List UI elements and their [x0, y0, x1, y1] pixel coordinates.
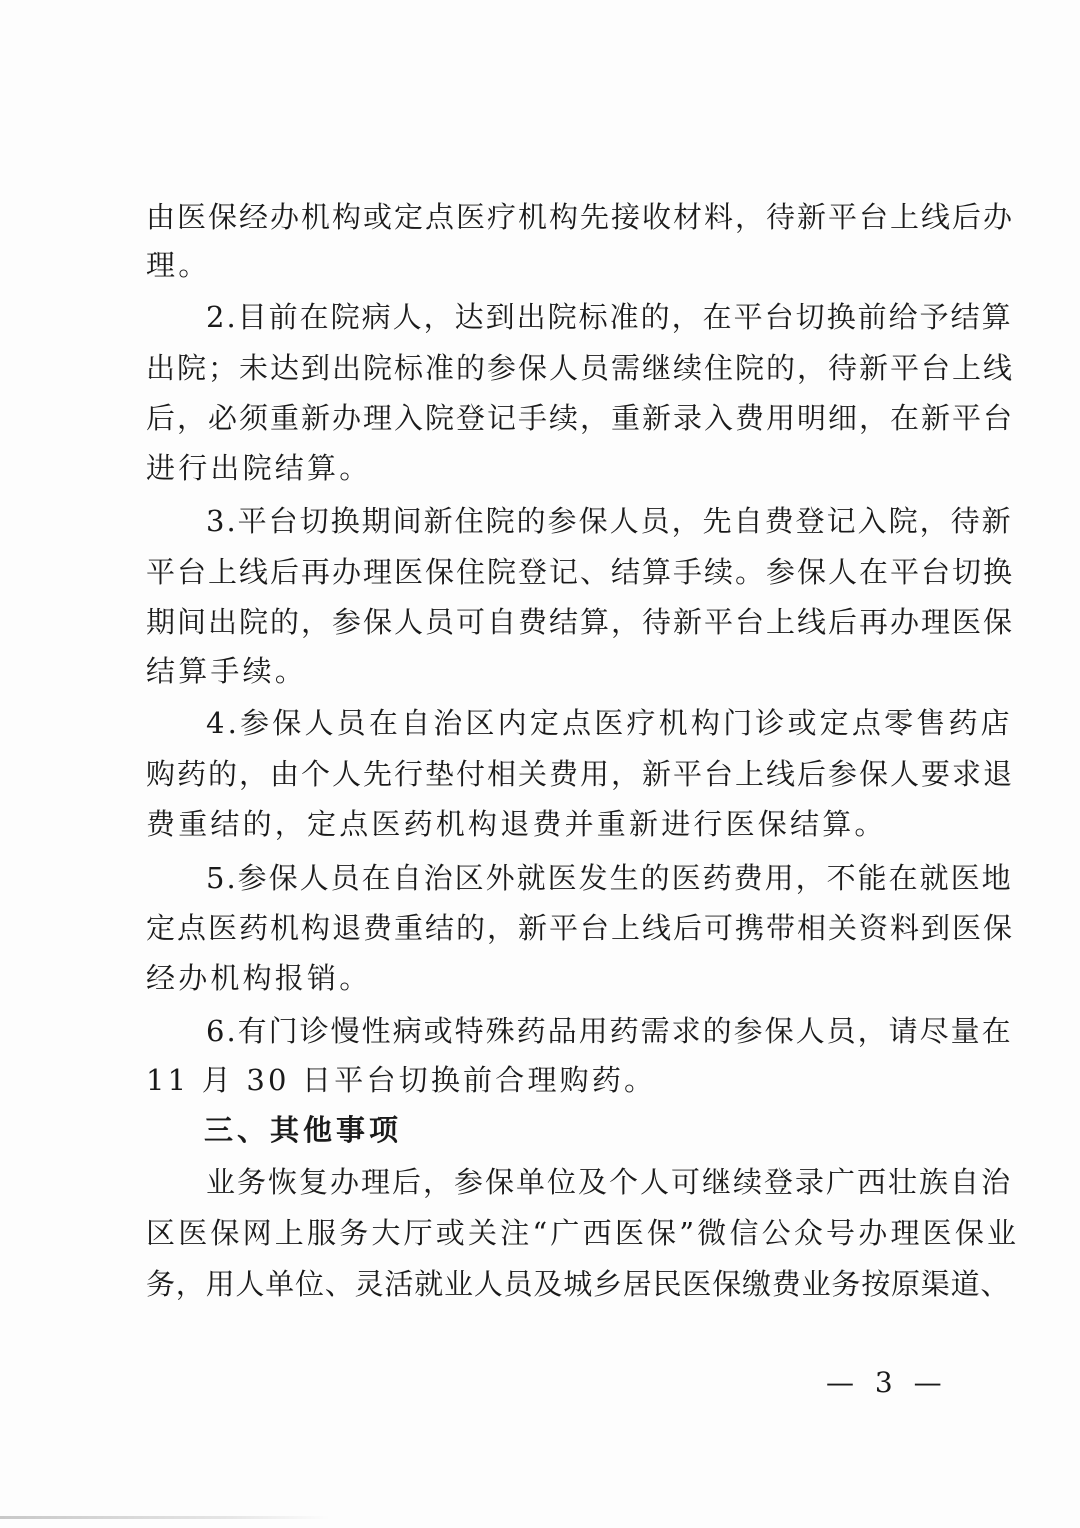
body-text-line: 出院；未达到出院标准的参保人员需继续住院的，待新平台上线 — [146, 351, 1015, 385]
scan-edge-mark — [0, 1516, 330, 1519]
body-text-line: 平台上线后再办理医保住院登记、结算手续。参保人在平台切换 — [146, 555, 1015, 589]
body-text-line: 结算手续。 — [146, 654, 308, 688]
body-text-line: 定点医药机构退费重结的，新平台上线后可携带相关资料到医保 — [146, 911, 1015, 945]
page-number: — 3 — — [826, 1366, 948, 1399]
body-text-line: 业务恢复办理后，参保单位及个人可继续登录广西壮族自治 — [206, 1165, 1013, 1199]
section-heading: 三、其他事项 — [204, 1113, 403, 1147]
list-item-5: 5.参保人员在自治区外就医发生的医药费用，不能在就医地 — [206, 861, 1013, 895]
list-item-2: 2.目前在院病人，达到出院标准的，在平台切换前给予结算 — [206, 300, 1013, 334]
body-text-line: 理。 — [146, 248, 211, 282]
body-text-line: 区医保网上服务大厅或关注“广西医保”微信公众号办理医保业 — [146, 1216, 1020, 1250]
list-item-4: 4.参保人员在自治区内定点医疗机构门诊或定点零售药店 — [206, 706, 1013, 740]
body-text-line: 后，必须重新办理入院登记手续，重新录入费用明细，在新平台 — [146, 401, 1015, 435]
body-text-line: 务，用人单位、灵活就业人员及城乡居民医保缴费业务按原渠道、 — [146, 1267, 1011, 1301]
body-text-line: 经办机构报销。 — [146, 961, 372, 995]
body-text-line: 期间出院的，参保人员可自费结算，待新平台上线后再办理医保 — [146, 605, 1015, 639]
list-item-6: 6.有门诊慢性病或特殊药品用药需求的参保人员，请尽量在 — [206, 1014, 1013, 1048]
body-text-line: 11 月 30 日平台切换前合理购药。 — [146, 1063, 657, 1097]
body-text-line: 由医保经办机构或定点医疗机构先接收材料，待新平台上线后办 — [146, 200, 1015, 234]
list-item-3: 3.平台切换期间新住院的参保人员，先自费登记入院，待新 — [206, 504, 1013, 538]
body-text-line: 购药的，由个人先行垫付相关费用，新平台上线后参保人要求退 — [146, 757, 1015, 791]
body-text-line: 费重结的，定点医药机构退费并重新进行医保结算。 — [146, 807, 887, 841]
body-text-line: 进行出院结算。 — [146, 451, 372, 485]
